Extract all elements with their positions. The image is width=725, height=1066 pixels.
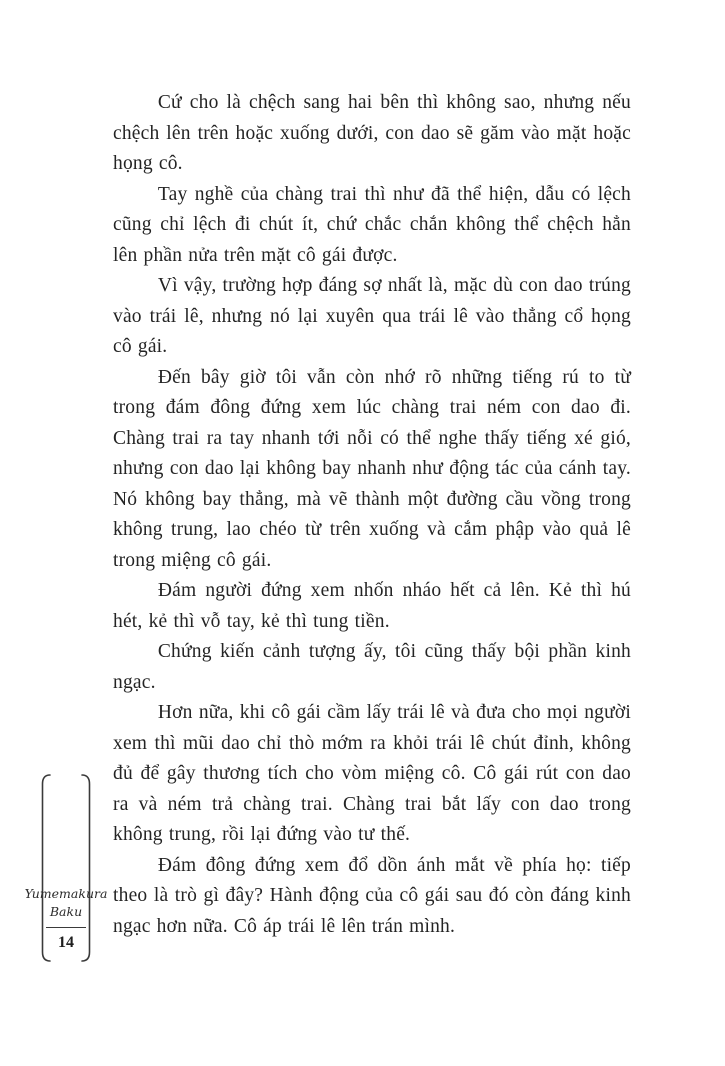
page-number: 14 (58, 934, 74, 951)
paragraph: Vì vậy, trường hợp đáng sợ nhất là, mặc dù con dao trúng vào trái lê, nhưng nó lại xuyên qua trái lê vào thẳng cổ họng cô gái. (113, 275, 631, 357)
colophon-divider (46, 927, 86, 928)
paragraph: Tay nghề của chàng trai thì như đã thể hiện, dẫu có lệch cũng chỉ lệch đi chút ít, chứ chắc chắn không thể chệch hẳn lên phần nửa trên mặt cô gái được. (113, 183, 631, 266)
colophon-content (24, 886, 108, 952)
author-name-line1: Yumemakura (24, 886, 108, 901)
paragraph: Chứng kiến cảnh tượng ấy, tôi cũng thấy bội phần kinh ngạc. (113, 641, 631, 693)
paragraph: Cứ cho là chệch sang hai bên thì không sao, nhưng nếu chệch lên trên hoặc xuống dưới, con dao sẽ găm vào mặt hoặc họng cô. (113, 92, 631, 174)
paragraph: Hơn nữa, khi cô gái cầm lấy trái lê và đưa cho mọi người xem thì mũi dao chỉ thò mớm ra khỏi trái lê chút đỉnh, không đủ để gây thương tích cho vòm miệng cô. Cô gái rút con dao ra và ném trả chàng trai. Chàng trai bắt lấy con dao trong không trung, rồi lại đứng vào tư thế. (113, 702, 631, 845)
author-name-line2: Baku (49, 904, 83, 919)
paragraph: Đám đông đứng xem đổ dồn ánh mắt về phía họ: tiếp theo là trò gì đây? Hành động của cô gái sau đó còn đáng kinh ngạc hơn nữa. Cô áp trái lê lên trán mình. (113, 854, 631, 937)
page-margin-colophon (24, 772, 108, 964)
paragraph: Đám người đứng xem nhốn nháo hết cả lên. Kẻ thì hú hét, kẻ thì vỗ tay, kẻ thì tung tiền. (113, 580, 631, 632)
paragraph: Đến bây giờ tôi vẫn còn nhớ rõ những tiếng rú to từ trong đám đông đứng xem lúc chàng trai ném con dao đi. Chàng trai ra tay nhanh tới nỗi có thể nghe thấy tiếng xé gió, nhưng con dao lại không bay nhanh như động tác của cánh tay. Nó không bay thẳng, mà vẽ thành một đường cầu vồng trong không trung, lao chéo từ trên xuống và cắm phập vào quả lê trong miệng cô gái. (113, 366, 631, 571)
body-text-column (113, 88, 631, 942)
